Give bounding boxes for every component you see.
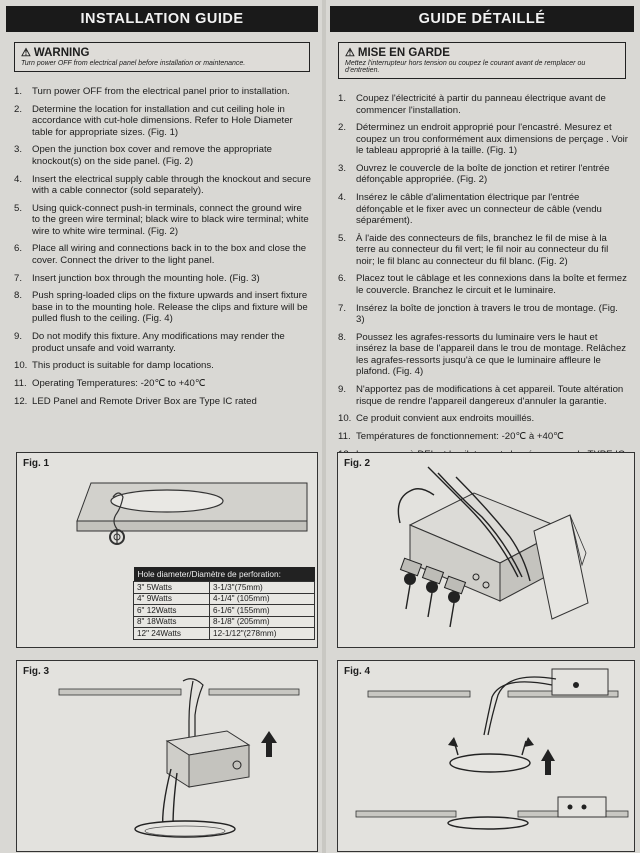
installation-steps [6, 86, 318, 407]
figure-2 [337, 452, 635, 648]
step-item [338, 163, 628, 186]
step-number: 5. [14, 202, 23, 214]
step-number: 7. [14, 272, 23, 284]
size-wattage-cell: 12" 24Watts [134, 628, 210, 640]
hole-diameter-cell: 6-1/6" (155mm) [210, 605, 315, 617]
mise-en-garde-box [338, 42, 626, 79]
step-text: Using quick-connect push-in terminals, connect the ground wire to the green wire terminal; black wire to black wire terminal; white wire to white wire terminal. (Fig. 2) [32, 202, 309, 237]
hole-table-header: Hole diameter/Diamètre de perforation: [134, 567, 315, 582]
step-number: 4. [14, 173, 23, 185]
fixture-mounting-illustration [338, 661, 634, 851]
step-number: 9. [338, 384, 347, 395]
installation-guide-header: INSTALLATION GUIDE [6, 6, 318, 32]
step-number: 2. [14, 103, 23, 115]
mise-en-garde-title: MISE EN GARDE [357, 47, 450, 59]
step-number: 11. [14, 377, 27, 389]
table-row [134, 628, 315, 640]
step-item [338, 332, 628, 378]
guide-detaille-column [330, 0, 634, 466]
step-item [14, 360, 312, 372]
warning-title: WARNING [33, 47, 90, 59]
step-item [338, 431, 628, 443]
mise-en-garde-text: Mettez l'interrupteur hors tension ou coupez le courant avant de remplacer ou d'entretien. [345, 60, 586, 74]
hole-diameter-cell: 12-1/12"(278mm) [210, 628, 315, 640]
table-row [134, 593, 315, 605]
step-text: LED Panel and Remote Driver Box are Type IC rated [32, 395, 257, 407]
table-row [134, 605, 315, 617]
step-item [14, 378, 312, 390]
installation-guide-column [6, 0, 318, 413]
step-text: Coupez l'électricité à partir du panneau électrique avant de commencer l'installation. [356, 93, 606, 116]
step-number: 7. [338, 302, 347, 314]
step-number: 1. [14, 86, 23, 97]
step-text: À l'aide des connecteurs de fils, branchez le fil de mise à la terre au connecteur du fil vert; le fil noir au connecteur du fil noir; le fil blanc au connecteur du fil blanc. (Fig. 2) [356, 232, 609, 267]
junction-box-insertion-illustration [17, 661, 317, 851]
page-fold [322, 0, 326, 853]
step-item [14, 104, 312, 139]
step-number: 3. [338, 162, 347, 174]
step-number: 1. [338, 93, 347, 104]
step-text: Place all wiring and connections back in to the box and close the cover. Connect the driver to the light panel. [32, 243, 307, 266]
junction-box-wiring-illustration [338, 453, 634, 647]
step-text: Operating Temperatures: -20℃ to +40℃ [32, 377, 206, 389]
step-text: Push spring-loaded clips on the fixture upwards and insert fixture base in to the mounting hole. Release the clips and fixture will be pulled flush to the ceiling. (Fig. 4) [32, 290, 308, 325]
step-number: 5. [338, 232, 347, 244]
step-text: Open the junction box cover and remove the appropriate knockout(s) on the side panel. (Fig. 2) [32, 144, 272, 167]
step-text: Insert the electrical supply cable through the knockout and secure with a cable connector (sold separately). [32, 173, 311, 197]
step-text: Poussez les agrafes-ressorts du luminaire vers le haut et insérez la base de l'appareil dans le trou de montage. Relâchez les agrafes-ressorts jusqu'à ce que le luminaire affleure le plafond. (Fig. 4) [356, 331, 627, 378]
step-item [14, 396, 312, 408]
hole-diameter-cell: 8-1/8" (205mm) [210, 616, 315, 628]
step-item [338, 273, 628, 296]
step-number: 8. [14, 290, 23, 302]
hole-diameter-cell: 3-1/3"(75mm) [210, 582, 315, 594]
step-item [338, 93, 628, 116]
hole-diameter-cell: 4-1/4" (105mm) [210, 593, 315, 605]
step-text: N'apportez pas de modifications à cet appareil. Toute altération risque de rendre l'appareil dangereux d'annuler la garantie. [356, 384, 624, 407]
figure-3 [16, 660, 318, 852]
figure-1 [16, 452, 318, 648]
step-number: 10. [338, 413, 352, 425]
size-wattage-cell: 3" 5Watts [134, 582, 210, 594]
hole-diameter-table [133, 567, 315, 640]
step-number: 11. [338, 430, 351, 442]
step-item [14, 203, 312, 238]
step-number: 10. [14, 360, 28, 372]
step-text: Placez tout le câblage et les connexions dans la boîte et fermez le couvercle. Branchez le circuit et le luminaire. [356, 273, 627, 296]
fig4-label: Fig. 4 [344, 666, 371, 677]
step-number: 6. [338, 273, 347, 285]
step-number: 2. [338, 122, 347, 134]
step-item [14, 86, 312, 98]
guide-steps [330, 93, 634, 460]
warning-icon: ⚠ [345, 47, 355, 59]
step-number: 8. [338, 331, 347, 343]
step-text: Turn power OFF from the electrical panel prior to installation. [32, 86, 290, 97]
step-text: Insert junction box through the mounting hole. (Fig. 3) [32, 272, 260, 284]
step-text: Ouvrez le couvercle de la boîte de jonction et retirer l'entrée défonçable appropriée. (Fig. 2) [356, 162, 610, 186]
fig2-label: Fig. 2 [344, 458, 371, 469]
step-item [14, 174, 312, 197]
size-wattage-cell: 8" 18Watts [134, 616, 210, 628]
step-item [14, 144, 312, 167]
step-number: 3. [14, 144, 23, 156]
fig3-label: Fig. 3 [23, 666, 50, 677]
warning-icon: ⚠ [21, 47, 31, 59]
step-item [14, 273, 312, 285]
warning-text: Turn power OFF from electrical panel before installation or maintenance. [21, 60, 246, 67]
step-text: Ce produit convient aux endroits mouillés. [356, 413, 535, 425]
step-text: Do not modify this fixture. Any modifications may render the product unsafe and void warranty. [32, 331, 285, 354]
size-wattage-cell: 6" 12Watts [134, 605, 210, 617]
step-item [14, 331, 312, 354]
step-item [338, 233, 628, 268]
step-text: This product is suitable for damp locations. [32, 360, 214, 372]
step-text: Températures de fonctionnement: -20℃ à +40℃ [356, 430, 564, 442]
step-item [338, 303, 628, 326]
step-number: 12. [14, 395, 28, 407]
step-item [338, 413, 628, 425]
size-wattage-cell: 4" 9Watts [134, 593, 210, 605]
table-row [134, 616, 315, 628]
step-item [338, 384, 628, 407]
table-row [134, 582, 315, 594]
step-number: 9. [14, 331, 23, 342]
fig1-label: Fig. 1 [23, 458, 50, 469]
step-item [338, 122, 628, 157]
step-text: Insérez la boîte de jonction à travers le trou de montage. (Fig. 3) [356, 302, 618, 326]
step-text: Insérez le câble d'alimentation électrique par l'entrée défonçable et le fixer avec un connecteur de câble (vendu séparément). [356, 192, 602, 227]
step-item [14, 290, 312, 325]
step-text: Determine the location for installation and cut ceiling hole in accordance with cut-hole dimensions. Refer to Hole Diameter table for appropriate sizes. (Fig. 1) [32, 103, 293, 138]
step-text: Déterminez un endroit approprié pour l'encastré. Mesurez et coupez un trou conformément aux dimensions de perçage . Voir le tableau approprié à la taille. (Fig. 1) [356, 122, 628, 157]
figure-4 [337, 660, 635, 852]
warning-box [14, 42, 310, 72]
step-item [14, 243, 312, 266]
step-number: 4. [338, 192, 347, 204]
guide-detaille-header: GUIDE DÉTAILLÉ [330, 6, 634, 32]
step-number: 6. [14, 243, 23, 255]
step-item [338, 192, 628, 227]
